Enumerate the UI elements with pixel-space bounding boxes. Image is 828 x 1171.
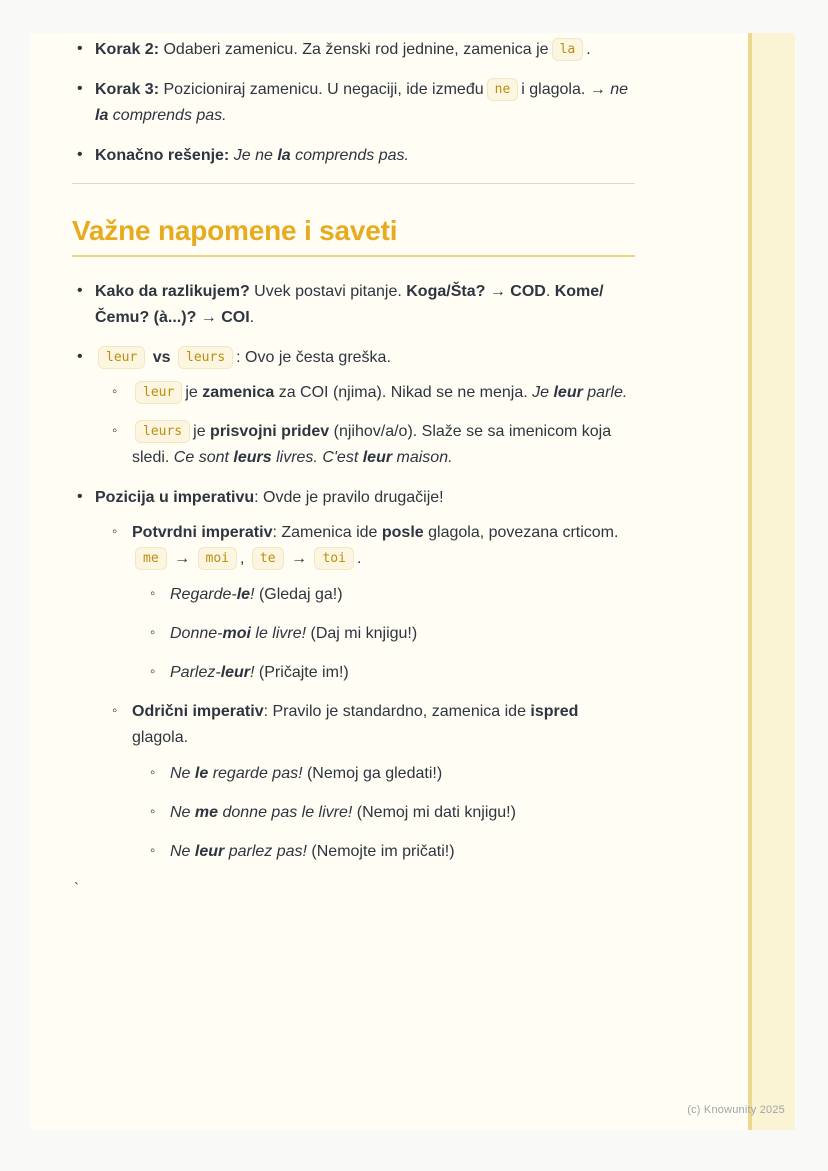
text-run: . [586, 41, 591, 58]
text-run: Ne [170, 765, 195, 782]
list-item-text [170, 625, 417, 642]
section-heading: Važne napomene i saveti [72, 214, 635, 257]
text-run: ispred [530, 703, 579, 720]
text-run: Kome/Čemu? (à...)? → COI [95, 283, 604, 326]
text-run: parlez pas! [224, 843, 307, 860]
text-run: leur [194, 843, 225, 860]
list-item-text [95, 349, 391, 366]
text-run: Odaberi zamenicu. Za ženski rod jednine, zamenica je [159, 41, 549, 58]
text-run: → [286, 550, 312, 567]
text-run: livres. C'est [271, 449, 363, 466]
text-run: (Nemoj mi dati knjigu!) [352, 804, 516, 821]
text-run: Pozicioniraj zamenicu. U negaciji, ide između [159, 81, 484, 98]
text-run: i glagola. → [521, 81, 611, 98]
list-item-text [170, 586, 343, 603]
text-run: parle. [582, 384, 628, 401]
list-item-text [132, 423, 616, 466]
text-run: je [193, 423, 211, 440]
text-run: : Ovo je česta greška. [236, 349, 391, 366]
list-item-text [170, 664, 349, 681]
text-run: Korak 2: [95, 41, 160, 58]
text-run: maison. [392, 449, 453, 466]
text-run: ! [250, 586, 255, 603]
text-run: leurs [233, 449, 272, 466]
example-list [150, 582, 635, 686]
list-item [150, 621, 635, 647]
list-item [150, 800, 635, 826]
text-run: : Pravilo je standardno, zamenica ide [263, 703, 531, 720]
text-run: (njihov/a/o). Slaže se sa imenicom koja sledi. [132, 423, 616, 466]
text-run: Kako da razlikujem? [95, 283, 250, 300]
text-run: (Nemoj ga gledati!) [302, 765, 443, 782]
text-run: Koga/Šta? → COD [406, 283, 546, 300]
list-item [112, 380, 635, 406]
code-chip: moi [198, 547, 237, 570]
text-run: : Ovde je pravilo drugačije! [254, 489, 444, 506]
code-chip: leurs [178, 346, 233, 369]
text-run: posle [381, 524, 424, 541]
text-run: le [194, 765, 209, 782]
text-run: . [249, 309, 255, 326]
text-run: (Nemojte im pričati!) [306, 843, 455, 860]
list-item [112, 699, 635, 865]
text-run: Je [532, 384, 554, 401]
text-run: regarde pas! [208, 765, 303, 782]
steps-list [72, 37, 635, 169]
code-chip: leur [135, 381, 182, 404]
list-item-text [132, 384, 627, 401]
text-run: vs [152, 349, 171, 366]
list-item-text [170, 804, 516, 821]
list-item-text [95, 41, 591, 58]
notes-list [72, 279, 635, 865]
text-run: leur [553, 384, 583, 401]
text-run: ne [610, 81, 633, 98]
text-run: , [240, 550, 249, 567]
text-run: Ne [170, 804, 195, 821]
stray-backtick: ` [74, 880, 79, 897]
list-item-text [170, 843, 455, 860]
code-chip: toi [314, 547, 353, 570]
list-item [72, 279, 635, 331]
list-item [150, 839, 635, 865]
text-run: Korak 3: [95, 81, 160, 98]
text-run: moi [222, 625, 251, 642]
text-run: Ne [170, 843, 195, 860]
text-run: comprends pas. [290, 147, 409, 164]
text-run: Potvrdni imperativ [132, 524, 273, 541]
text-run: Donne- [170, 625, 223, 642]
text-run: (Gledaj ga!) [254, 586, 343, 603]
document-content [72, 37, 635, 897]
list-item [72, 485, 635, 865]
text-run: Je ne [233, 147, 278, 164]
list-item [150, 582, 635, 608]
text-run: me [194, 804, 219, 821]
section-divider [72, 183, 635, 184]
list-item-text [170, 765, 442, 782]
code-chip: me [135, 547, 167, 570]
list-item [112, 520, 635, 686]
list-item [72, 77, 635, 129]
list-item [72, 143, 635, 169]
text-run: Uvek postavi pitanje. [249, 283, 407, 300]
code-chip: leur [98, 346, 145, 369]
text-run: Regarde- [170, 586, 237, 603]
code-chip: te [252, 547, 284, 570]
list-item [150, 660, 635, 686]
text-run [171, 349, 175, 366]
text-run: glagola. [132, 703, 583, 746]
text-run: : Zamenica ide [272, 524, 382, 541]
sub-list [112, 520, 635, 865]
list-item-text [95, 283, 604, 326]
list-item [72, 345, 635, 471]
list-item [72, 37, 635, 63]
list-item-text [132, 703, 583, 746]
text-run: je [185, 384, 203, 401]
code-chip: la [552, 38, 584, 61]
text-run: comprends pas. [108, 107, 227, 124]
text-run: prisvojni pridev [210, 423, 330, 440]
text-run: . [356, 550, 362, 567]
document-page [30, 33, 795, 1130]
text-run: (Daj mi knjigu!) [306, 625, 418, 642]
list-item-text [132, 524, 623, 567]
text-run: Odrični imperativ [132, 703, 264, 720]
sub-list [112, 380, 635, 471]
text-run: ! [250, 664, 255, 681]
text-run: la [95, 107, 109, 124]
text-run: Ce sont [173, 449, 234, 466]
text-run: Pozicija u imperativu [95, 489, 255, 506]
text-run: la [277, 147, 291, 164]
text-run: glagola, povezana crticom. [423, 524, 623, 541]
text-run: Konačno rešenje: [95, 147, 230, 164]
code-chip: leurs [135, 420, 190, 443]
list-item-text [95, 81, 632, 124]
text-run: Parlez- [170, 664, 221, 681]
text-run: (Pričajte im!) [254, 664, 349, 681]
text-run: le livre! [250, 625, 307, 642]
list-item-text [95, 489, 444, 506]
text-run: leur [362, 449, 393, 466]
list-item-text [95, 147, 409, 164]
text-run: donne pas le livre! [218, 804, 353, 821]
copyright-footer: (c) Knowunity 2025 [687, 1104, 785, 1116]
text-run: za COI (njima). Nikad se ne menja. [274, 384, 533, 401]
text-run: . [545, 283, 555, 300]
example-list [150, 761, 635, 865]
list-item [150, 761, 635, 787]
text-run: le [236, 586, 251, 603]
text-run: zamenica [202, 384, 275, 401]
list-item [112, 419, 635, 471]
notebook-margin-band [748, 33, 795, 1130]
code-chip: ne [487, 78, 519, 101]
text-run: → [169, 550, 195, 567]
text-run: leur [220, 664, 251, 681]
